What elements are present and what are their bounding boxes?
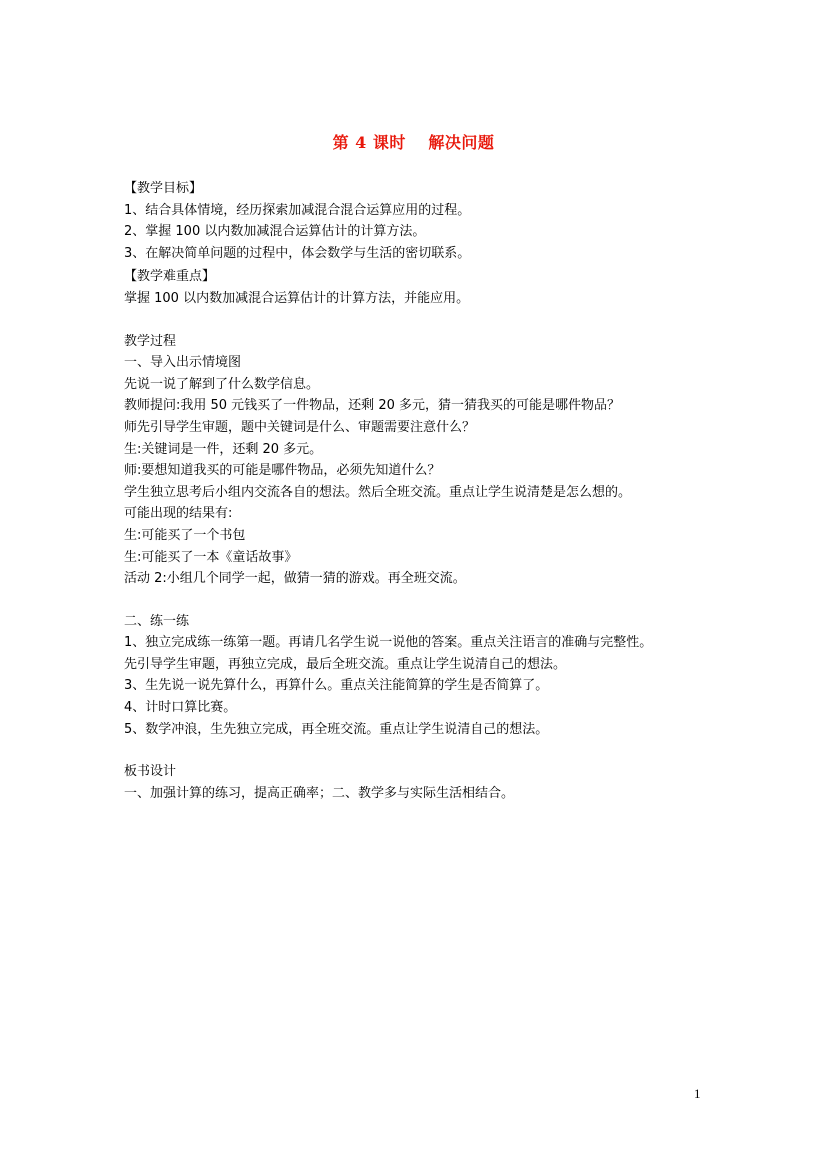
process-line: 先说一说了解到了什么数学信息。 [124,376,320,392]
process-line: 一、导入出示情境图 [124,355,242,371]
process-line: 生:关键词是一件，还剩 20 多元。 [124,441,323,457]
process-line: 生:可能买了一个书包 [124,527,246,543]
practice-line: 5、数学冲浪，生先独立完成，再全班交流。重点让学生说清自己的想法。 [124,721,549,737]
process-line: 师:要想知道我买的可能是哪件物品，必须先知道什么？ [124,463,441,479]
practice-line: 先引导学生审题，再独立完成，最后全班交流。重点让学生说清自己的想法。 [124,656,567,672]
objective-item: 3、在解决简单问题的过程中，体会数学与生活的密切联系。 [124,245,471,261]
process-line: 教师提问:我用 50 元钱买了一件物品，还剩 20 多元，猜一猜我买的可能是哪件物品？ [124,398,620,414]
lesson-title: 第 4 课时 解决问题 [332,133,495,152]
practice-section [124,611,724,741]
key-points-heading: 【教学难重点】 [124,269,216,285]
practice-line: 3、生先说一说先算什么，再算什么。重点关注能简算的学生是否简算了。 [124,678,549,694]
board-section [124,761,724,804]
objective-item: 1、结合具体情境，经历探索加减混合混合运算应用的过程。 [124,202,471,218]
practice-line: 4、计时口算比赛。 [124,700,237,716]
process-line: 生:可能买了一本《童话故事》 [124,549,298,565]
process-line: 活动 2:小组几个同学一起，做猜一猜的游戏。再全班交流。 [124,571,466,587]
practice-heading: 二、练一练 [124,613,190,629]
key-points-text: 掌握 100 以内数加减混合运算估计的计算方法，并能应用。 [124,290,470,306]
page-number: 1 [694,1086,701,1101]
board-heading: 板书设计 [124,764,177,780]
board-text: 一、加强计算的练习，提高正确率；二、教学多与实际生活相结合。 [124,785,515,801]
process-line: 师先引导学生审题，题中关键词是什么、审题需要注意什么？ [124,419,476,435]
practice-line: 1、独立完成练一练第一题。再请几名学生说一说他的答案。重点关注语言的准确与完整性。 [124,635,653,651]
objectives-heading: 【教学目标】 [124,181,203,196]
objectives-section [124,178,724,264]
process-line: 学生独立思考后小组内交流各自的想法。然后全班交流。重点让学生说清楚是怎么想的。 [124,484,632,500]
key-points-section [124,266,724,309]
objective-item: 2、掌握 100 以内数加减混合运算估计的计算方法。 [124,224,426,240]
process-section [124,331,724,590]
process-heading: 教学过程 [124,333,177,349]
lesson-content [124,178,724,804]
process-line: 可能出现的结果有: [124,506,233,522]
